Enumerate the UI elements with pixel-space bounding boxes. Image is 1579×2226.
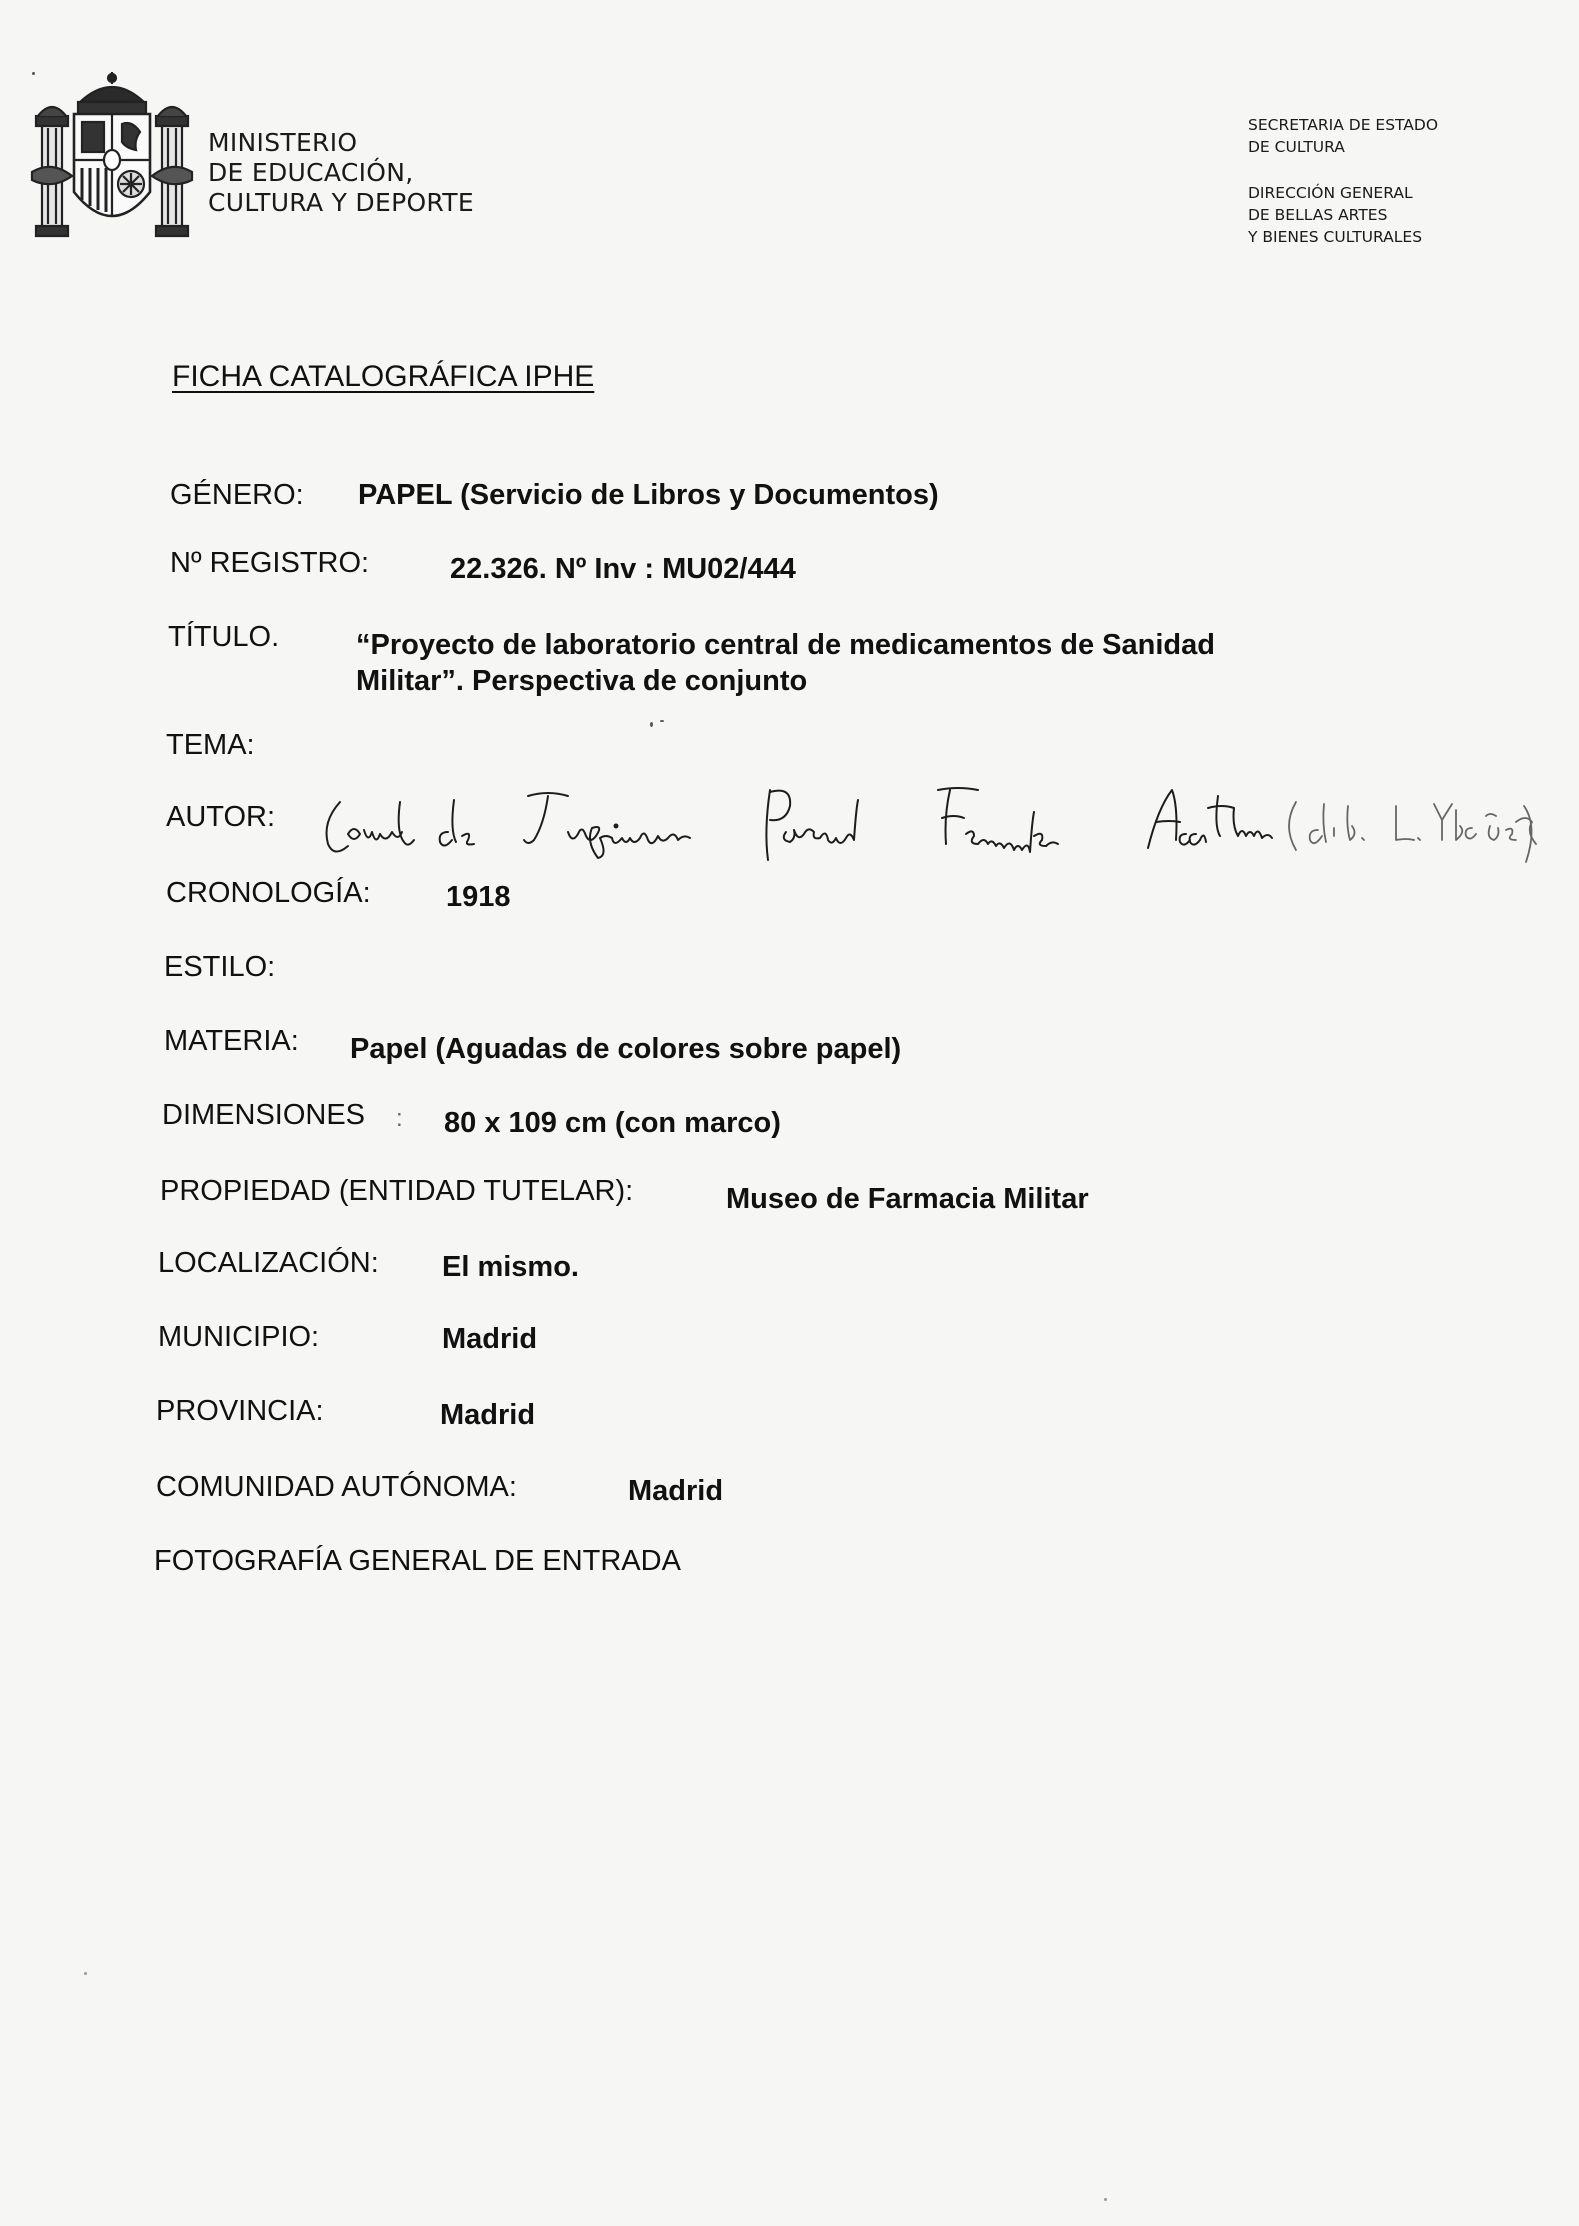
ministry-line-3: CULTURA Y DEPORTE [208, 188, 474, 217]
ministry-line-2: DE EDUCACIÓN, [208, 158, 414, 187]
titulo-value-line-1: “Proyecto de laboratorio central de medicamentos de Sanidad [356, 629, 1215, 661]
scan-speck [32, 72, 35, 75]
secretaria-line-2: DE CULTURA [1248, 138, 1345, 156]
provincia-label: PROVINCIA: [156, 1395, 324, 1427]
coat-of-arms-icon [28, 72, 196, 244]
municipio-value: Madrid [442, 1323, 538, 1355]
ministry-line-1: MINISTERIO [208, 128, 358, 157]
registro-label: Nº REGISTRO: [170, 547, 370, 579]
fotografia-label: FOTOGRAFÍA GENERAL DE ENTRADA [154, 1545, 681, 1577]
cronologia-label: CRONOLOGÍA: [166, 877, 371, 909]
direccion-block [1248, 182, 1438, 248]
municipio-label: MUNICIPIO: [158, 1321, 320, 1353]
comunidad-label: COMUNIDAD AUTÓNOMA: [156, 1471, 517, 1503]
localizacion-label: LOCALIZACIÓN: [158, 1247, 379, 1279]
department-header [1248, 114, 1438, 248]
registro-value: 22.326. Nº Inv : MU02/444 [450, 553, 796, 585]
genero-label: GÉNERO: [170, 479, 304, 511]
ministry-name [208, 128, 474, 218]
propiedad-label: PROPIEDAD (ENTIDAD TUTELAR): [160, 1175, 634, 1207]
cronologia-value: 1918 [446, 881, 511, 913]
propiedad-value: Museo de Farmacia Militar [726, 1183, 1089, 1215]
handwritten-author-signature [318, 782, 1543, 872]
tema-mark [650, 722, 653, 727]
materia-value: Papel (Aguadas de colores sobre papel) [350, 1033, 902, 1065]
secretaria-line-1: SECRETARIA DE ESTADO [1248, 116, 1439, 134]
materia-label: MATERIA: [164, 1025, 299, 1057]
page-title: FICHA CATALOGRÁFICA IPHE [172, 360, 595, 393]
dimensiones-separator: : [396, 1105, 403, 1132]
titulo-label: TÍTULO. [168, 621, 280, 653]
estilo-label: ESTILO: [164, 951, 276, 983]
autor-label: AUTOR: [166, 801, 276, 833]
tema-mark-2 [660, 720, 664, 722]
secretaria-block [1248, 114, 1438, 158]
scan-speck [84, 1972, 87, 1975]
comunidad-value: Madrid [628, 1475, 724, 1507]
provincia-value: Madrid [440, 1399, 536, 1431]
tema-label: TEMA: [166, 729, 255, 761]
direccion-line-1: DIRECCIÓN GENERAL [1248, 184, 1413, 202]
direccion-line-2: DE BELLAS ARTES [1248, 206, 1388, 224]
genero-value: PAPEL (Servicio de Libros y Documentos) [358, 479, 939, 511]
dimensiones-value: 80 x 109 cm (con marco) [444, 1107, 781, 1139]
scan-speck [1104, 2198, 1107, 2201]
titulo-value-line-2: Militar”. Perspectiva de conjunto [356, 665, 808, 697]
localizacion-value: El mismo. [442, 1251, 579, 1283]
dimensiones-label: DIMENSIONES [162, 1099, 366, 1131]
direccion-line-3: Y BIENES CULTURALES [1248, 228, 1423, 246]
